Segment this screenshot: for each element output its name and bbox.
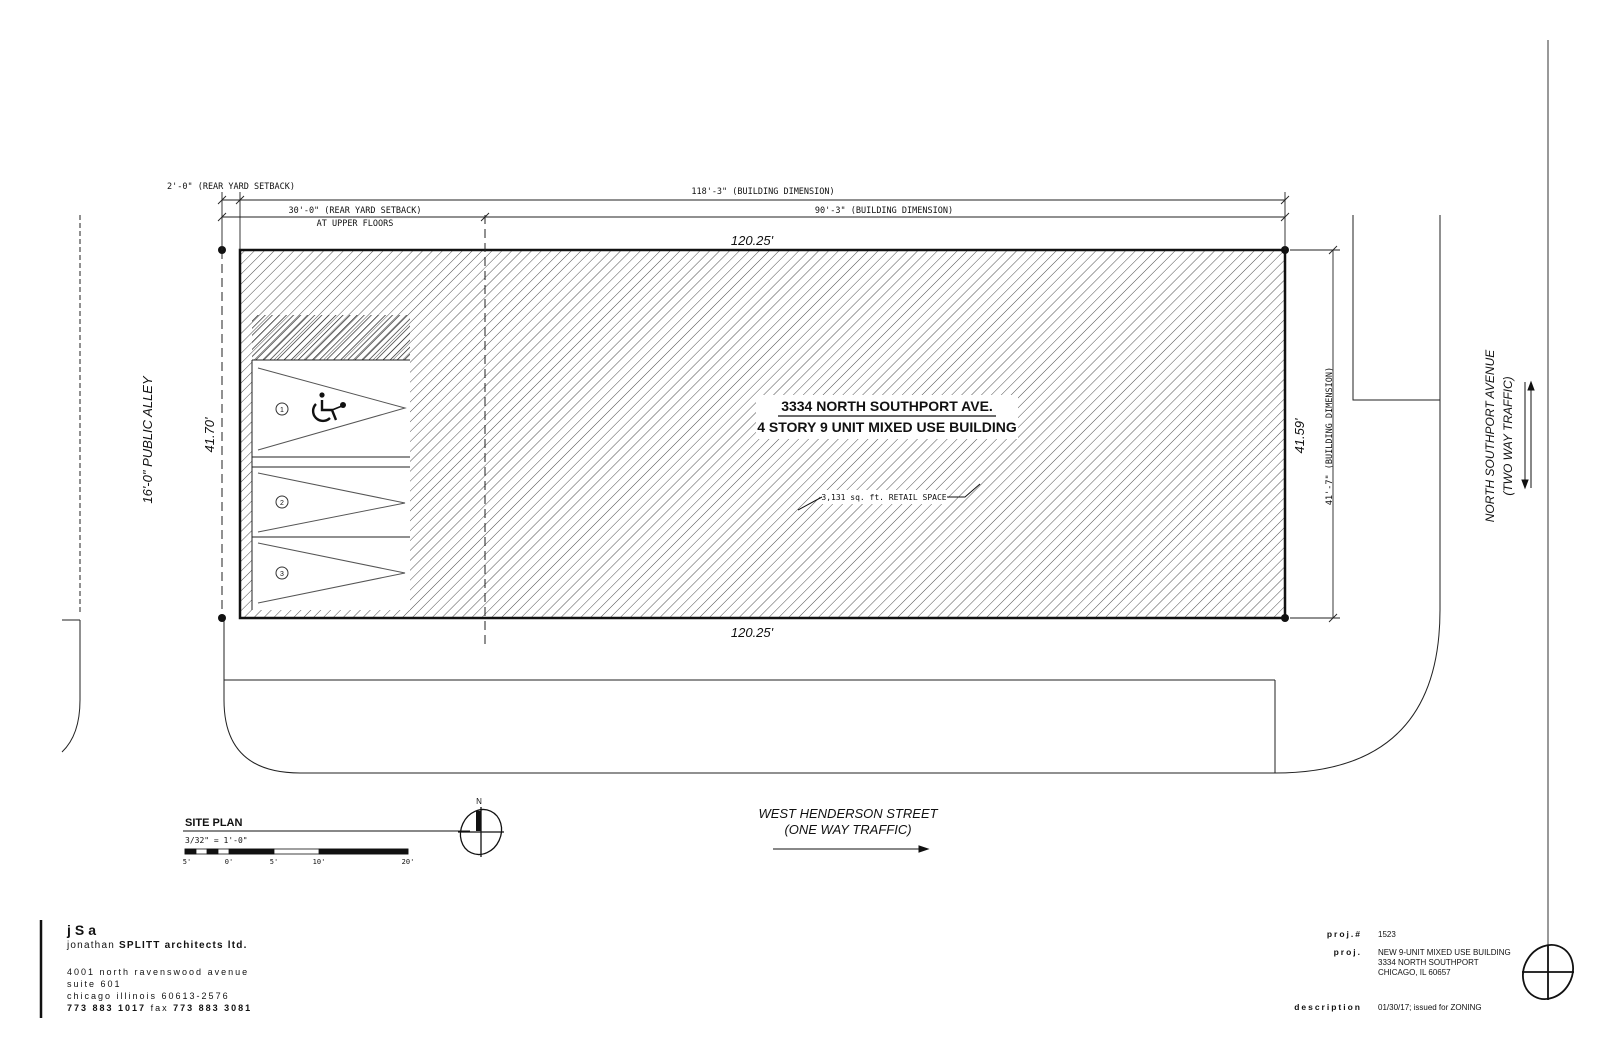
north-label: N (476, 797, 482, 806)
alley-curb-curve (62, 700, 80, 752)
left-width-label: 41.70' (202, 417, 217, 453)
description-label: description (1294, 1002, 1362, 1012)
adjacent-building-line (1353, 215, 1440, 400)
proj-line: CHICAGO, IL 60657 (1378, 968, 1451, 977)
firm-name (67, 940, 248, 951)
two-way-traffic-arrow (1522, 382, 1534, 488)
firm-logo: jSa (67, 922, 101, 938)
southport-traffic-label: (TWO WAY TRAFFIC) (1501, 376, 1515, 496)
proj-number-value: 1523 (1378, 930, 1396, 939)
firm-fax: 773 883 3081 (173, 1003, 253, 1013)
rear-setback-30-label: 30'-0" (REAR YARD SETBACK) (288, 206, 422, 216)
stall-number: 2 (280, 500, 284, 507)
proj-line: 3334 NORTH SOUTHPORT (1378, 958, 1479, 967)
top-length-label: 120.25' (730, 233, 774, 248)
site-plan-scale: 3/32" = 1'-0" (185, 836, 248, 845)
at-upper-floors-label: AT UPPER FLOORS (316, 219, 394, 229)
corner-marker (1281, 614, 1289, 622)
parking-area (252, 315, 410, 610)
henderson-traffic-label: (ONE WAY TRAFFIC) (784, 822, 912, 837)
parking-hatch-strip (252, 315, 410, 360)
firm-address-line: 4001 north ravenswood avenue (67, 967, 250, 977)
proj-description (1378, 948, 1511, 978)
sheet-logo-icon (1513, 936, 1583, 1008)
building-dimension-118-label: 118'-3" (BUILDING DIMENSION) (691, 187, 835, 197)
firm-address-line: suite 601 (67, 979, 122, 989)
stall-number: 1 (280, 407, 284, 414)
right-width-label: 41.59' (1292, 418, 1307, 454)
bottom-length-label: 120.25' (730, 625, 774, 640)
one-way-traffic-arrow (773, 846, 928, 852)
north-arrow-icon (453, 803, 509, 862)
scale-tick-label: 5' (182, 858, 192, 866)
henderson-street-label: WEST HENDERSON STREET (758, 806, 938, 821)
southport-avenue-label: NORTH SOUTHPORT AVENUE (1483, 349, 1497, 523)
proj-number-label: proj.# (1326, 929, 1362, 939)
scale-tick-label: 5' (269, 858, 279, 866)
scale-tick-label: 10' (312, 858, 326, 866)
site-plan-title: SITE PLAN (185, 817, 243, 829)
graphic-scale-bar (185, 849, 408, 854)
building-description: 4 STORY 9 UNIT MIXED USE BUILDING (757, 419, 1017, 435)
firm-name-bold: SPLITT architects ltd. (118, 940, 248, 951)
firm-phone: 773 883 1017 (67, 1003, 147, 1013)
building-address: 3334 NORTH SOUTHPORT AVE. (781, 398, 993, 414)
retail-space-label: 3,131 sq. ft. RETAIL SPACE (821, 493, 947, 502)
proj-label: proj. (1333, 947, 1362, 957)
firm-address-line: chicago illinois 60613-2576 (67, 991, 230, 1001)
firm-contact-line (67, 1002, 252, 1014)
right-building-dimension-label: 41'-7" (BUILDING DIMENSION) (1325, 366, 1335, 506)
building-dimension-90-label: 90'-3" (BUILDING DIMENSION) (814, 206, 954, 216)
scale-tick-label: 20' (401, 858, 415, 866)
corner-marker (218, 614, 226, 622)
proj-line: NEW 9-UNIT MIXED USE BUILDING (1378, 948, 1511, 957)
stall-number: 3 (280, 571, 284, 578)
public-alley-label: 16'-0" PUBLIC ALLEY (140, 376, 155, 504)
firm-name-prefix: jonathan (67, 940, 119, 951)
description-value: 01/30/17; issued for ZONING (1378, 1003, 1482, 1012)
rear-setback-2-label: 2'-0" (REAR YARD SETBACK) (167, 182, 295, 192)
fax-label: fax (150, 1003, 169, 1013)
scale-tick-label: 0' (224, 858, 234, 866)
firm-address (67, 966, 252, 1014)
